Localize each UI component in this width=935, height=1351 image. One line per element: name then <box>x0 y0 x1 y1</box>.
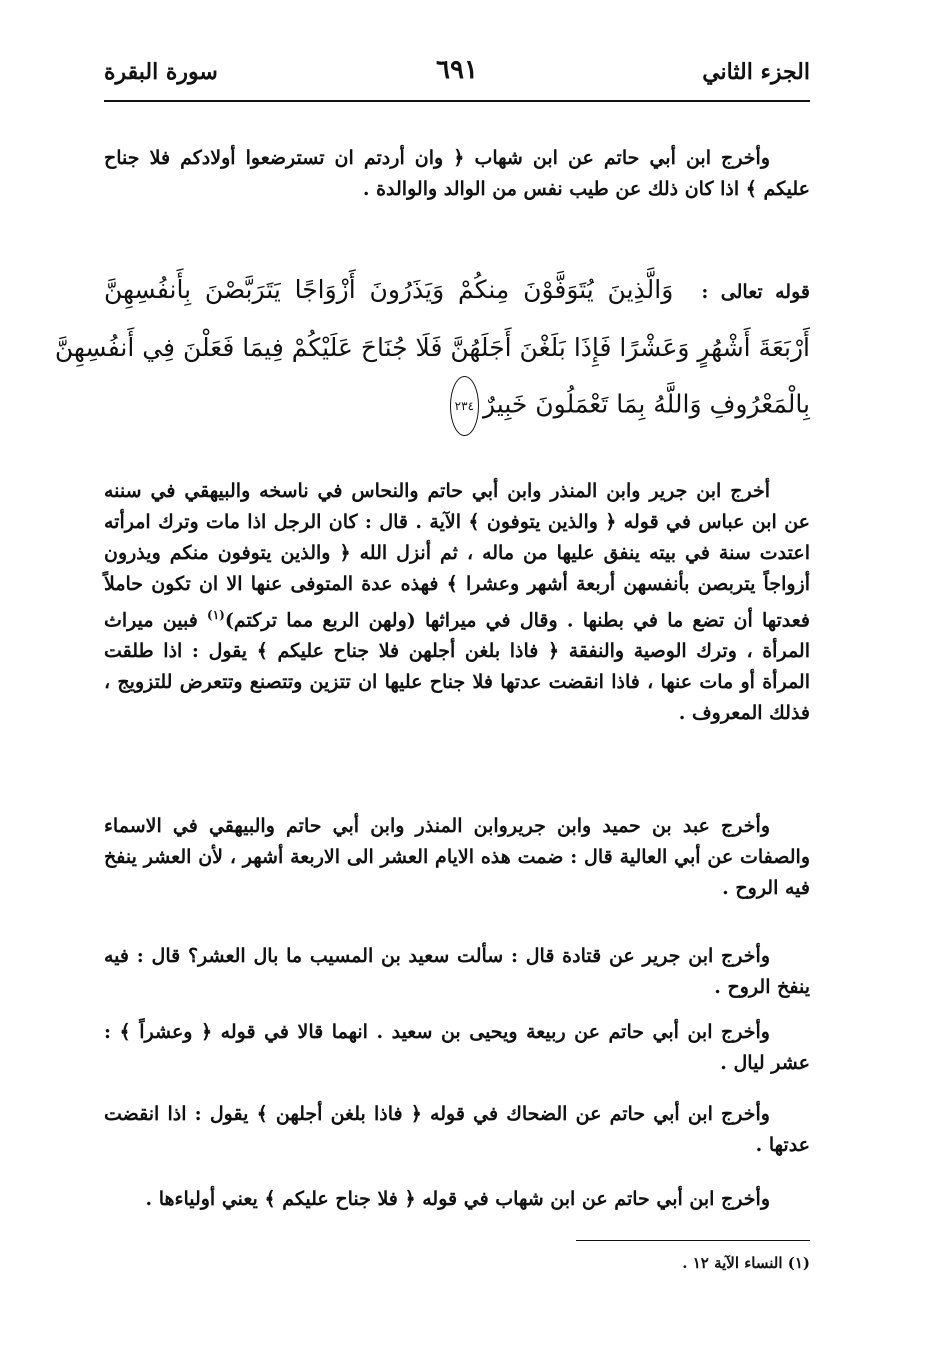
paragraph-3: وأخرج عبد بن حميد وابن جريروابن المنذر وابن أبي حاتم والبيهقي في الاسماء والصفات عن أبي العالية قال : ضمت هذه الايام العشر الى الاربعة أشهر ، لأن العشر ينفخ فيه الروح . <box>104 815 810 899</box>
quran-line-1 <box>104 262 810 320</box>
part-title: الجزء الثاني <box>702 59 810 85</box>
paragraph-2-text: أخرج ابن جرير وابن المنذر وابن أبي حاتم والنحاس في ناسخه والبيهقي في سننه عن ابن عباس في قوله ﴿ والذين يتوفون ﴾ الآية . قال : كان الرجل اذا مات وترك امرأته اعتدت سنة في بيته ينفق عليها من ماله ، ثم أنزل الله ﴿ والذين يتوفون منكم ويذرون أزواجاً يتربصن بأنفسهن أربعة أشهر وعشرا ﴾ فهذه عدة المتوفى عنها الا ان تكون حاملاً فعدتها أن تضع ما في بطنها . وقال في ميراثها (ولهن الربع مما تركتم) <box>104 480 810 632</box>
footnote: (١) النساء الآية ١٢ . <box>682 1254 810 1272</box>
verse-text-3: بِالْمَعْرُوفِ وَاللَّهُ بِمَا تَعْمَلُونَ خَبِيرٌ <box>483 389 810 419</box>
page-header <box>104 55 810 95</box>
paragraph-2-continued: فبين ميراث المرأة ، وترك الوصية والنفقة ﴿ فاذا بلغن أجلهن فلا جناح عليكم ﴾ يقول : اذا طلقت المرأة أو مات عنها ، فاذا انقضت عدتها فلا جناح عليها ان تتزين وتتصنع وتتعرض للتزويج ، فذلك المعروف . <box>104 609 810 725</box>
paragraph-1: وأخرج ابن أبي حاتم عن ابن شهاب ﴿ وان أردتم ان تسترضعوا أولادكم فلا جناح عليكم ﴾ اذا كان ذلك عن طيب نفس من الوالد والوالدة . <box>104 147 810 200</box>
paragraph-2 <box>104 476 810 729</box>
paragraph-4: وأخرج ابن جرير عن قتادة قال : سألت سعيد بن المسيب ما بال العشر؟ قال : فيه ينفخ الروح . <box>104 945 810 998</box>
paragraph-5: وأخرج ابن أبي حاتم عن ربيعة ويحيى بن سعيد . انهما قالا في قوله ﴿ وعشراً ﴾ : عشر ليال . <box>104 1021 810 1074</box>
aya-number-marker: ٢٣٤ <box>450 376 479 436</box>
footnote-divider <box>576 1240 810 1241</box>
verse-intro: قوله تعالى : <box>701 281 810 303</box>
footnote-ref: (١) <box>207 608 225 622</box>
quran-verse-block <box>54 262 810 436</box>
verse-text-1: وَالَّذِينَ يُتَوَفَّوْنَ مِنكُمْ وَيَذَرُونَ أَزْوَاجًا يَتَرَبَّصْنَ بِأَنفُسِهِنَّ <box>104 275 674 304</box>
paragraph-6: وأخرج ابن أبي حاتم عن الضحاك في قوله ﴿ فاذا بلغن أجلهن ﴾ يقول : اذا انقضت عدتها . <box>104 1103 810 1156</box>
surah-title: سورة البقرة <box>104 59 218 85</box>
quran-line-2: أَرْبَعَةَ أَشْهُرٍ وَعَشْرًا فَإِذَا بَلَغْنَ أَجَلَهُنَّ فَلَا جُنَاحَ عَلَيْكُمْ فِيمَا فَعَلْنَ فِي أَنفُسِهِنَّ <box>54 333 810 362</box>
header-divider <box>104 100 810 102</box>
paragraph-7: وأخرج ابن أبي حاتم عن ابن شهاب في قوله ﴿ فلا جناح عليكم ﴾ يعني أولياءها . <box>145 1188 770 1210</box>
page-number: ٦٩١ <box>436 55 478 85</box>
quran-line-3 <box>104 376 810 436</box>
